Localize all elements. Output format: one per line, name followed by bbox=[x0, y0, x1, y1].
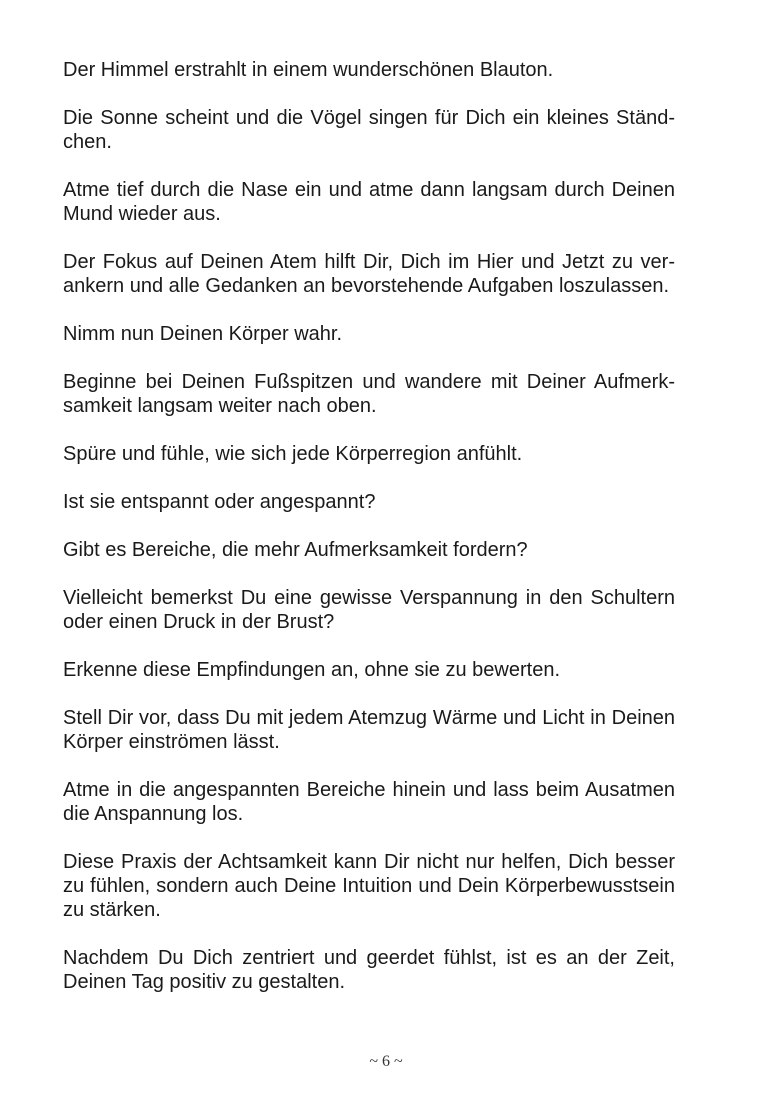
paragraph-10: Vielleicht bemerkst Du eine gewisse Verspannung in den Schultern oder einen Druck in der Brust? bbox=[63, 587, 675, 633]
paragraph-7: Spüre und fühle, wie sich jede Körperregion anfühlt. bbox=[63, 443, 523, 465]
paragraph-2: Die Sonne scheint und die Vögel singen für Dich ein kleines Ständchen. bbox=[63, 107, 675, 153]
paragraph-4: Der Fokus auf Deinen Atem hilft Dir, Dich im Hier und Jetzt zu verankern und alle Gedanken an bevorstehende Aufgaben loszulassen. bbox=[63, 251, 675, 297]
paragraph-12: Stell Dir vor, dass Du mit jedem Atemzug Wärme und Licht in Deinen Körper einströmen lässt. bbox=[63, 707, 675, 753]
paragraph-5: Nimm nun Deinen Körper wahr. bbox=[63, 323, 343, 345]
paragraph-15: Nachdem Du Dich zentriert und geerdet fühlst, ist es an der Zeit, Deinen Tag positiv zu gestalten. bbox=[63, 947, 675, 993]
paragraph-3: Atme tief durch die Nase ein und atme dann langsam durch Deinen Mund wieder aus. bbox=[63, 179, 675, 225]
paragraph-11: Erkenne diese Empfindungen an, ohne sie zu bewerten. bbox=[63, 659, 561, 681]
paragraph-14: Diese Praxis der Achtsamkeit kann Dir nicht nur helfen, Dich besser zu fühlen, sondern auch Deine Intuition und Dein Körperbewusstsein zu stärken. bbox=[63, 851, 675, 921]
paragraph-6: Beginne bei Deinen Fußspitzen und wandere mit Deiner Aufmerksamkeit langsam weiter nach oben. bbox=[63, 371, 675, 417]
paragraph-1: Der Himmel erstrahlt in einem wunderschönen Blauton. bbox=[63, 59, 554, 81]
page-number: ~ 6 ~ bbox=[369, 1053, 403, 1070]
paragraph-8: Ist sie entspannt oder angespannt? bbox=[63, 491, 376, 513]
paragraph-13: Atme in die angespannten Bereiche hinein und lass beim Ausatmen die Anspannung los. bbox=[63, 779, 675, 825]
paragraph-9: Gibt es Bereiche, die mehr Aufmerksamkeit fordern? bbox=[63, 539, 528, 561]
body-text bbox=[63, 58, 675, 994]
